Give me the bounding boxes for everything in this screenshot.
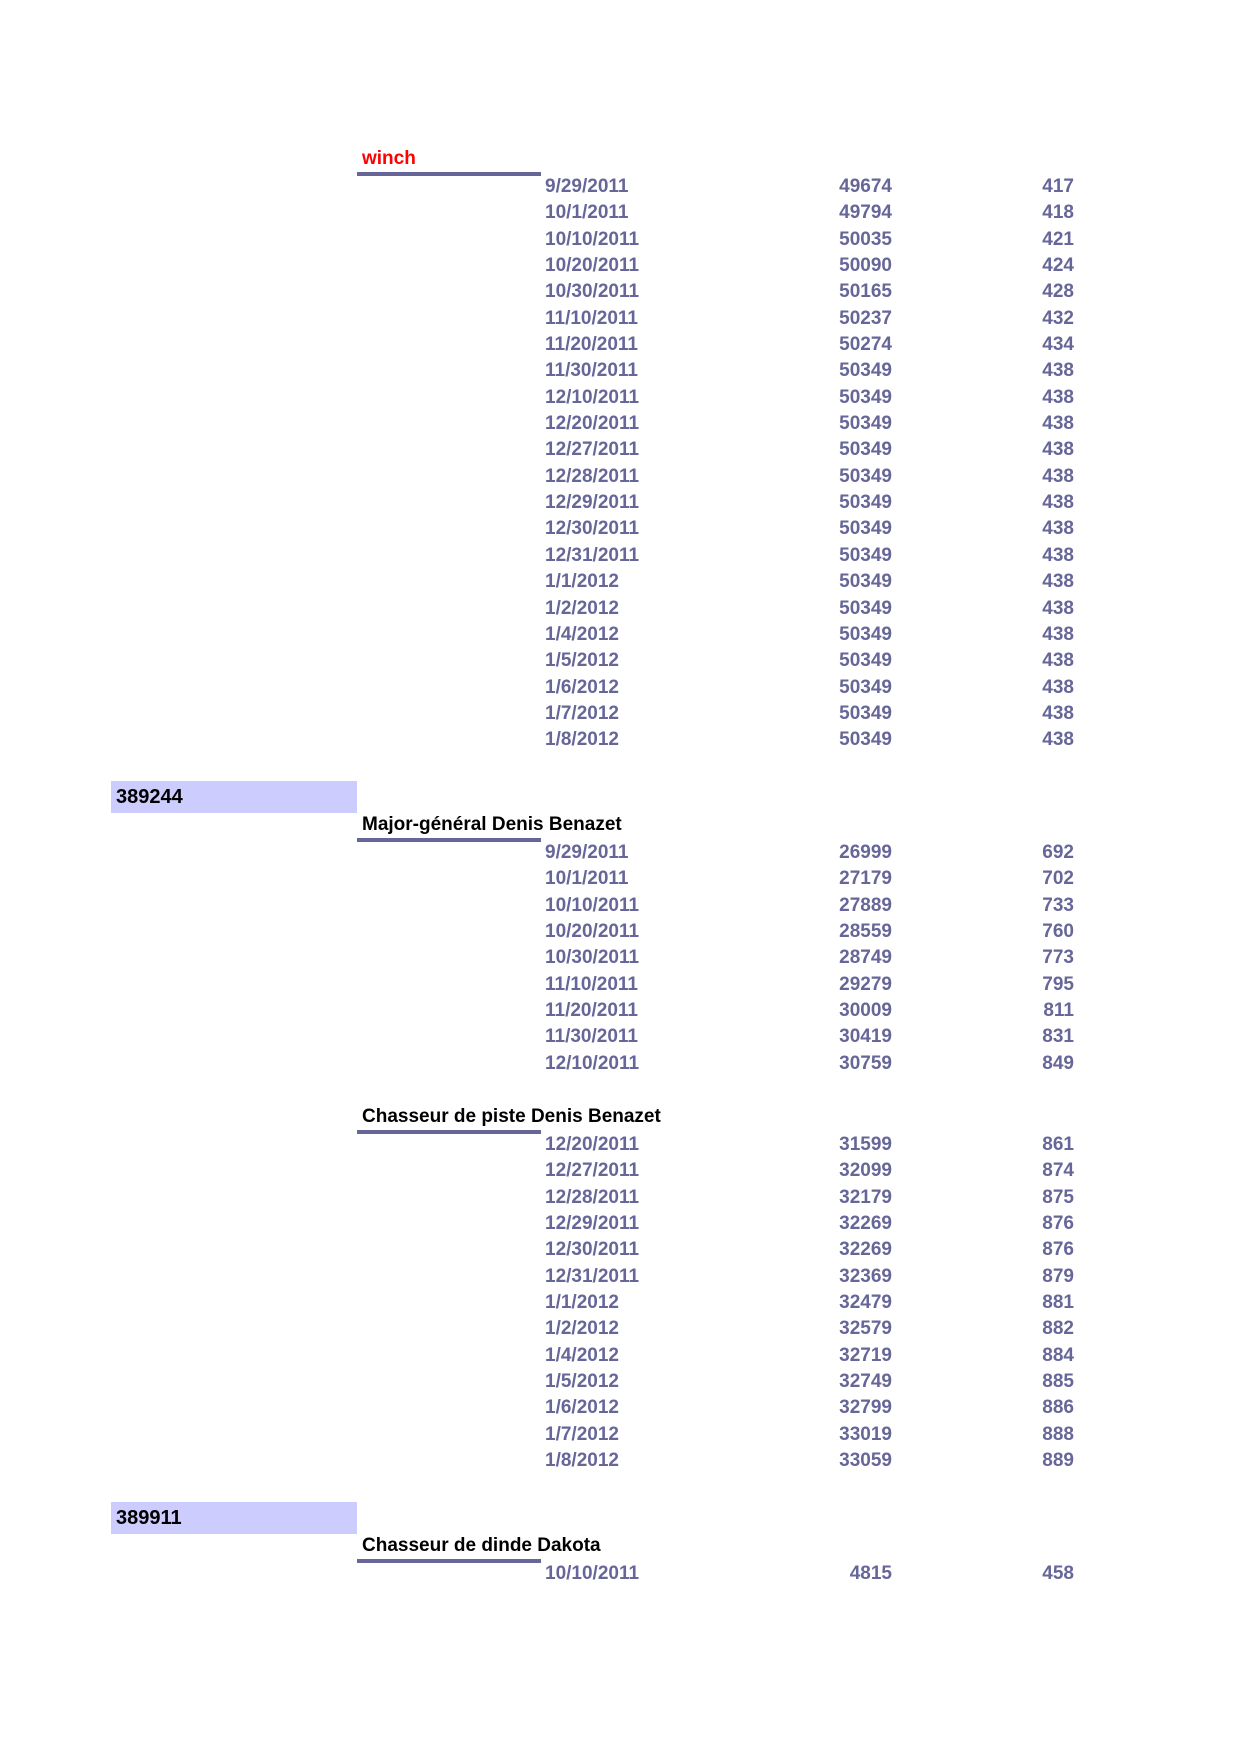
value-cell: 50165 (839, 281, 892, 303)
date-cell: 12/27/2011 (545, 439, 640, 461)
count-cell: 421 (1042, 228, 1074, 250)
count-cell: 438 (1042, 597, 1074, 619)
date-cell: 10/10/2011 (545, 1563, 640, 1584)
value-cell: 32099 (839, 1160, 892, 1182)
table-row (0, 437, 1241, 463)
date-cell: 11/20/2011 (545, 334, 638, 356)
table-row (0, 866, 1241, 892)
table-row (0, 1024, 1241, 1050)
value-cell: 50349 (839, 518, 892, 540)
count-cell: 884 (1042, 1344, 1074, 1366)
value-cell: 50349 (839, 360, 892, 382)
date-cell: 10/10/2011 (545, 894, 640, 916)
date-cell: 12/31/2011 (545, 1265, 640, 1287)
rows-major-general (0, 840, 1241, 1077)
count-cell: 882 (1042, 1318, 1074, 1340)
date-cell: 12/10/2011 (545, 1052, 640, 1074)
table-row (0, 1158, 1241, 1184)
count-cell: 861 (1042, 1134, 1074, 1155)
count-cell: 889 (1042, 1450, 1074, 1472)
count-cell: 760 (1042, 921, 1074, 943)
table-row (0, 332, 1241, 358)
value-cell: 50349 (839, 544, 892, 566)
count-cell: 424 (1042, 255, 1074, 277)
value-cell: 28559 (839, 921, 892, 943)
count-cell: 831 (1042, 1026, 1074, 1048)
date-cell: 12/20/2011 (545, 413, 640, 435)
table-row (0, 174, 1241, 200)
value-cell: 49794 (839, 202, 892, 224)
table-row (0, 1369, 1241, 1395)
value-cell: 30419 (839, 1026, 892, 1048)
table-row (0, 1316, 1241, 1342)
date-cell: 1/1/2012 (545, 571, 619, 593)
count-cell: 438 (1042, 492, 1074, 514)
value-cell: 27179 (839, 868, 892, 890)
date-cell: 1/8/2012 (545, 729, 619, 751)
count-cell: 438 (1042, 650, 1074, 672)
table-row (0, 1185, 1241, 1211)
count-cell: 886 (1042, 1397, 1074, 1419)
count-cell: 773 (1042, 947, 1074, 969)
count-cell: 438 (1042, 439, 1074, 461)
table-row (0, 1051, 1241, 1077)
date-cell: 1/7/2012 (545, 702, 619, 724)
count-cell: 438 (1042, 413, 1074, 435)
value-cell: 33019 (839, 1423, 892, 1445)
table-row (0, 945, 1241, 971)
section-title-winch: winch (362, 148, 416, 169)
count-cell: 692 (1042, 842, 1074, 863)
count-cell: 438 (1042, 623, 1074, 645)
table-row (0, 385, 1241, 411)
date-cell: 11/10/2011 (545, 307, 638, 329)
date-cell: 1/4/2012 (545, 1344, 619, 1366)
value-cell: 32269 (839, 1239, 892, 1261)
table-row (0, 893, 1241, 919)
table-row (0, 675, 1241, 701)
value-cell: 32369 (839, 1265, 892, 1287)
date-cell: 12/29/2011 (545, 492, 640, 514)
value-cell: 50349 (839, 650, 892, 672)
table-row (0, 464, 1241, 490)
date-cell: 1/6/2012 (545, 1397, 619, 1419)
date-cell: 9/29/2011 (545, 176, 629, 197)
count-cell: 417 (1042, 176, 1074, 197)
table-row (0, 919, 1241, 945)
value-cell: 32269 (839, 1213, 892, 1235)
date-cell: 12/20/2011 (545, 1134, 640, 1155)
value-cell: 30759 (839, 1052, 892, 1074)
table-row (0, 1395, 1241, 1421)
group-id-389244: 389244 (111, 781, 357, 813)
count-cell: 885 (1042, 1371, 1074, 1393)
value-cell: 28749 (839, 947, 892, 969)
table-row (0, 227, 1241, 253)
value-cell: 32749 (839, 1371, 892, 1393)
count-cell: 879 (1042, 1265, 1074, 1287)
count-cell: 874 (1042, 1160, 1074, 1182)
table-row (0, 1264, 1241, 1290)
value-cell: 32179 (839, 1186, 892, 1208)
value-cell: 50349 (839, 386, 892, 408)
count-cell: 418 (1042, 202, 1074, 224)
date-cell: 11/30/2011 (545, 1026, 638, 1048)
count-cell: 438 (1042, 544, 1074, 566)
value-cell: 50237 (839, 307, 892, 329)
table-row (0, 1211, 1241, 1237)
value-cell: 50349 (839, 571, 892, 593)
value-cell: 50035 (839, 228, 892, 250)
count-cell: 881 (1042, 1292, 1074, 1314)
date-cell: 1/7/2012 (545, 1423, 619, 1445)
count-cell: 795 (1042, 973, 1074, 995)
table-row (0, 1237, 1241, 1263)
value-cell: 50349 (839, 413, 892, 435)
value-cell: 50274 (839, 334, 892, 356)
value-cell: 32799 (839, 1397, 892, 1419)
date-cell: 12/30/2011 (545, 1239, 640, 1261)
date-cell: 12/30/2011 (545, 518, 640, 540)
value-cell: 27889 (839, 894, 892, 916)
table-row (0, 648, 1241, 674)
section-title-chasseur-de-piste: Chasseur de piste Denis Benazet (362, 1106, 661, 1127)
table-row (0, 998, 1241, 1024)
date-cell: 9/29/2011 (545, 842, 629, 863)
table-row (0, 358, 1241, 384)
table-row (0, 1448, 1241, 1474)
date-cell: 12/28/2011 (545, 1186, 640, 1208)
value-cell: 50349 (839, 492, 892, 514)
date-cell: 10/1/2011 (545, 868, 629, 890)
table-row (0, 622, 1241, 648)
count-cell: 849 (1042, 1052, 1074, 1074)
date-cell: 10/30/2011 (545, 947, 640, 969)
date-cell: 10/1/2011 (545, 202, 629, 224)
table-row (0, 840, 1241, 866)
table-row (0, 543, 1241, 569)
count-cell: 458 (1042, 1563, 1074, 1584)
count-cell: 875 (1042, 1186, 1074, 1208)
count-cell: 438 (1042, 729, 1074, 751)
table-row (0, 569, 1241, 595)
date-cell: 1/2/2012 (545, 597, 619, 619)
date-cell: 12/27/2011 (545, 1160, 640, 1182)
date-cell: 1/2/2012 (545, 1318, 619, 1340)
date-cell: 10/30/2011 (545, 281, 640, 303)
table-row (0, 596, 1241, 622)
date-cell: 10/20/2011 (545, 255, 640, 277)
count-cell: 438 (1042, 360, 1074, 382)
value-cell: 50349 (839, 597, 892, 619)
count-cell: 438 (1042, 386, 1074, 408)
table-row (0, 279, 1241, 305)
section-title-major-general: Major-général Denis Benazet (362, 814, 622, 835)
table-row (0, 1343, 1241, 1369)
date-cell: 11/30/2011 (545, 360, 638, 382)
count-cell: 438 (1042, 676, 1074, 698)
table-row (0, 1561, 1241, 1587)
date-cell: 1/8/2012 (545, 1450, 619, 1472)
value-cell: 30009 (839, 1000, 892, 1022)
table-row (0, 1290, 1241, 1316)
table-row (0, 411, 1241, 437)
date-cell: 11/10/2011 (545, 973, 638, 995)
table-row (0, 516, 1241, 542)
table-row (0, 1422, 1241, 1448)
value-cell: 50349 (839, 439, 892, 461)
count-cell: 434 (1042, 334, 1074, 356)
count-cell: 432 (1042, 307, 1074, 329)
date-cell: 12/29/2011 (545, 1213, 640, 1235)
count-cell: 438 (1042, 571, 1074, 593)
count-cell: 733 (1042, 894, 1074, 916)
value-cell: 32719 (839, 1344, 892, 1366)
value-cell: 4815 (849, 1563, 892, 1584)
count-cell: 811 (1043, 1000, 1074, 1022)
date-cell: 12/10/2011 (545, 386, 640, 408)
table-row (0, 727, 1241, 753)
rows-chasseur-de-dinde (0, 1561, 1241, 1587)
value-cell: 32479 (839, 1292, 892, 1314)
table-row (0, 306, 1241, 332)
table-row (0, 253, 1241, 279)
value-cell: 26999 (839, 842, 892, 863)
value-cell: 32579 (839, 1318, 892, 1340)
table-row (0, 701, 1241, 727)
group-id-389911: 389911 (111, 1502, 357, 1534)
date-cell: 12/31/2011 (545, 544, 640, 566)
date-cell: 1/5/2012 (545, 650, 619, 672)
value-cell: 50349 (839, 702, 892, 724)
date-cell: 1/4/2012 (545, 623, 619, 645)
count-cell: 438 (1042, 702, 1074, 724)
value-cell: 50349 (839, 465, 892, 487)
table-row (0, 1132, 1241, 1158)
date-cell: 12/28/2011 (545, 465, 640, 487)
value-cell: 50349 (839, 729, 892, 751)
date-cell: 10/20/2011 (545, 921, 640, 943)
count-cell: 438 (1042, 518, 1074, 540)
rows-chasseur-de-piste (0, 1132, 1241, 1474)
table-row (0, 200, 1241, 226)
table-row (0, 972, 1241, 998)
value-cell: 50349 (839, 676, 892, 698)
table-row (0, 490, 1241, 516)
count-cell: 888 (1042, 1423, 1074, 1445)
section-title-chasseur-de-dinde: Chasseur de dinde Dakota (362, 1535, 601, 1556)
date-cell: 1/5/2012 (545, 1371, 619, 1393)
value-cell: 49674 (839, 176, 892, 197)
value-cell: 33059 (839, 1450, 892, 1472)
value-cell: 29279 (839, 973, 892, 995)
date-cell: 11/20/2011 (545, 1000, 638, 1022)
rows-winch (0, 174, 1241, 754)
count-cell: 876 (1042, 1213, 1074, 1235)
count-cell: 428 (1042, 281, 1074, 303)
value-cell: 50090 (839, 255, 892, 277)
count-cell: 876 (1042, 1239, 1074, 1261)
date-cell: 10/10/2011 (545, 228, 640, 250)
date-cell: 1/1/2012 (545, 1292, 619, 1314)
count-cell: 438 (1042, 465, 1074, 487)
date-cell: 1/6/2012 (545, 676, 619, 698)
value-cell: 50349 (839, 623, 892, 645)
value-cell: 31599 (839, 1134, 892, 1155)
count-cell: 702 (1042, 868, 1074, 890)
